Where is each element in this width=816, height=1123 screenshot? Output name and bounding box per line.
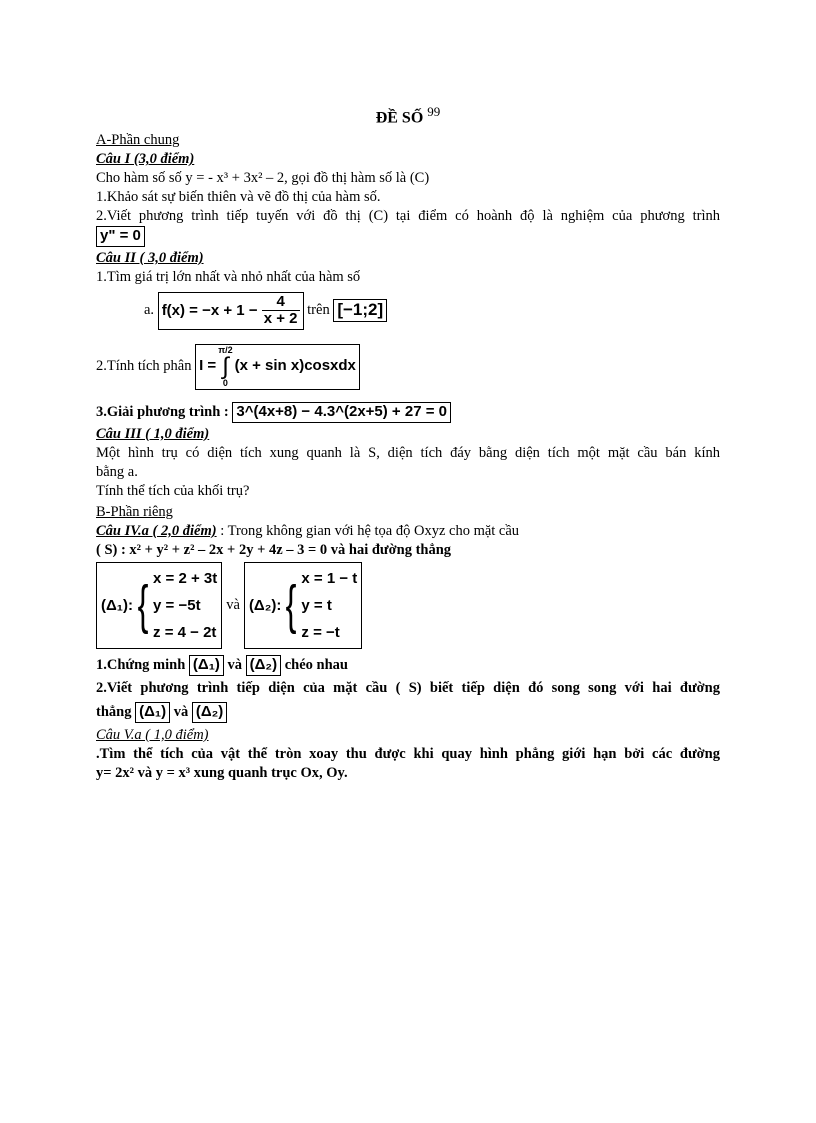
q5-text1: .Tìm thể tích của vật thể tròn xoay thu được khi quay hình phẳng giới hạn bởi các đường	[96, 745, 720, 762]
q1-intro: Cho hàm số số y = - x³ + 3x² – 2, gọi đồ thị hàm số là (C)	[96, 170, 430, 187]
q2-equation3-box: 3^(4x+8) − 4.3^(2x+5) + 27 = 0	[232, 402, 451, 423]
q4-item2-delta2: (Δ₂)	[192, 702, 227, 723]
integral-upper-limit: π/2	[218, 344, 233, 355]
integral-symbol-icon: ∫	[222, 352, 229, 380]
q2-function-lhs: f(x) = −x + 1 −	[161, 301, 258, 319]
q4-item2-prefix: thẳng	[96, 703, 132, 720]
q2-integral-lhs: I =	[199, 357, 217, 375]
q5-text2: y= 2x² và y = x³ xung quanh trục Ox, Oy.	[96, 764, 348, 781]
q2-a-label: a.	[144, 301, 155, 318]
q4-item2-line2	[96, 698, 720, 726]
brace-icon: {	[137, 575, 149, 636]
q2-integral-body: (x + sin x)cosxdx	[234, 357, 356, 375]
integral-sign	[218, 346, 232, 388]
integral-lower-limit: 0	[222, 377, 228, 388]
q4-item2-delta1: (Δ₁)	[135, 702, 170, 723]
part-b-heading: B-Phần riêng	[96, 503, 173, 520]
q3-text1: Một hình trụ có diện tích xung quanh là S, diện tích đáy bằng diện tích một mặt cầu bán kính	[96, 444, 720, 461]
q1-equation-box: y" = 0	[96, 226, 145, 247]
line-delta1-eq-y: y = −5t	[153, 596, 201, 614]
q2-integral-box	[195, 344, 360, 390]
line-delta1-eq-z: z = 4 − 2t	[153, 623, 217, 641]
line-delta1-name: (Δ₁):	[101, 596, 133, 614]
q1-item2: 2.Viết phương trình tiếp tuyến với đồ thị (C) tại điểm có hoành độ là nghiệm của phương trình	[96, 208, 720, 225]
q2-item2-row	[96, 333, 720, 399]
line-delta1-system	[96, 562, 222, 649]
part-a-heading: A-Phần chung	[96, 132, 180, 149]
q4-intro: : Trong không gian với hệ tọa độ Oxyz cho mặt cầu	[220, 522, 520, 539]
q2-function-box	[158, 292, 304, 330]
q4-heading-row	[96, 522, 720, 541]
line-delta2-eq-z: z = −t	[301, 623, 340, 641]
q2-fraction-num: 4	[262, 294, 300, 312]
line-delta2-name: (Δ₂):	[248, 596, 282, 614]
line-delta2-eq-x: x = 1 − t	[301, 569, 358, 587]
q4-item2-and: và	[173, 703, 189, 720]
page-title	[96, 104, 720, 127]
q1-item1: 1.Khảo sát sự biến thiên và vẽ đồ thị của hàm số.	[96, 189, 381, 206]
line-delta2-equations	[301, 565, 357, 646]
title-number: 99	[427, 104, 441, 119]
q2-interval-box: [−1;2]	[333, 299, 387, 322]
q3-text2: bằng a.	[96, 463, 138, 480]
q4-heading: Câu IV.a ( 2,0 điểm)	[96, 522, 217, 539]
q2-item3-row	[96, 399, 720, 425]
document-page	[96, 104, 720, 783]
q2-item1a	[96, 287, 720, 333]
q2-item2: 2.Tính tích phân	[96, 357, 192, 374]
q2-item3: 3.Giải phương trình :	[96, 403, 229, 420]
title-text: ĐỀ SỐ	[375, 109, 424, 127]
q2-heading: Câu II ( 3,0 điểm)	[96, 249, 204, 266]
line-delta2-eq-y: y = t	[301, 596, 332, 614]
q4-item1-and: và	[227, 656, 243, 673]
q4-item1-delta2: (Δ₂)	[246, 655, 281, 676]
q4-item1-delta1: (Δ₁)	[189, 655, 224, 676]
q2-on-word: trên	[307, 301, 330, 318]
line-delta1-eq-x: x = 2 + 3t	[153, 569, 218, 587]
q4-item1	[96, 651, 720, 679]
q4-lines-row	[96, 562, 720, 649]
q4-item2: 2.Viết phương trình tiếp diện của mặt cầu ( S) biết tiếp diện đó song song với hai đường	[96, 679, 720, 696]
q4-item1-suffix: chéo nhau	[284, 656, 348, 673]
q3-heading: Câu III ( 1,0 điểm)	[96, 425, 210, 442]
q1-heading: Câu I (3,0 điểm)	[96, 151, 195, 168]
line-delta1-equations	[153, 565, 217, 646]
q4-item1-prefix: 1.Chứng minh	[96, 656, 186, 673]
q2-function-fraction	[262, 294, 300, 328]
q2-fraction-den: x + 2	[263, 310, 298, 327]
q4-and-word: và	[226, 596, 240, 613]
q3-text3: Tính thể tích của khối trụ?	[96, 482, 250, 499]
brace-icon: {	[285, 575, 297, 636]
line-delta2-system	[244, 562, 362, 649]
q2-item1: 1.Tìm giá trị lớn nhất và nhỏ nhất của hàm số	[96, 268, 361, 285]
q4-sphere: ( S) : x² + y² + z² – 2x + 2y + 4z – 3 = 0 và hai đường thẳng	[96, 541, 452, 558]
q5-heading: Câu V.a ( 1,0 điểm)	[96, 726, 209, 743]
